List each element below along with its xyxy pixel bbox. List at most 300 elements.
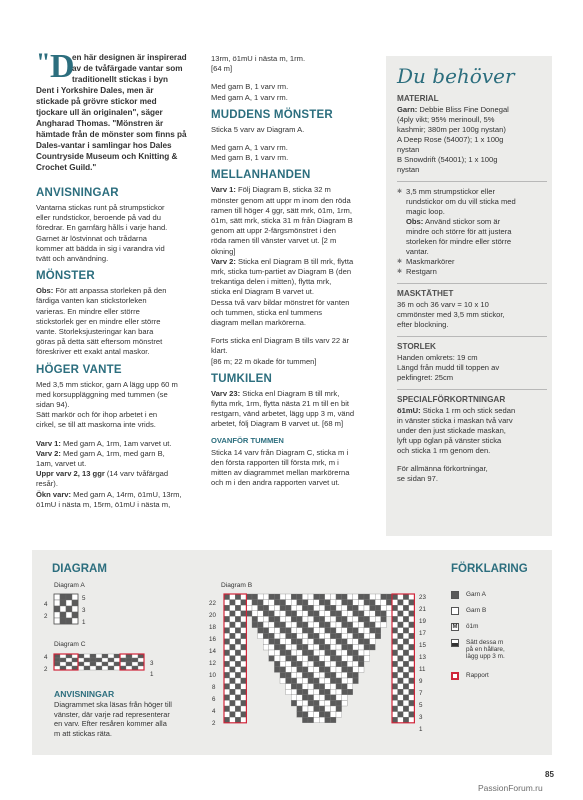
diagram-cell [274, 605, 280, 611]
diagram-cell [269, 622, 275, 628]
diagram-cell [66, 658, 72, 662]
diagram-cell [398, 667, 404, 673]
diagram-cell [297, 706, 303, 712]
text-line: sticka enl Diagram B varvet ut. [211, 287, 314, 297]
diagram-cell [280, 594, 286, 600]
diagram-cell [230, 661, 236, 667]
diagram-cell [325, 700, 331, 706]
diagram-cell [347, 639, 353, 645]
text-line: pekfingret: 25cm [397, 373, 454, 382]
diagram-cell [90, 654, 96, 658]
diagram-cell [409, 611, 415, 617]
repeat-frame-icon [451, 672, 459, 680]
diagram-cell [392, 594, 398, 600]
text-span: Följ Diagram B, sticka 32 m [235, 185, 331, 195]
diagram-cell [325, 695, 331, 701]
diagram-cell [84, 658, 90, 662]
diagram-cell [353, 661, 359, 667]
diagram-cell [286, 678, 292, 684]
text-line: Garnet är löstvinnat och trådarna [36, 233, 148, 243]
diagram-cell [302, 695, 308, 701]
diagram-cell [314, 656, 320, 662]
diagram-cell [336, 689, 342, 695]
diagram-cell [241, 622, 247, 628]
diagram-cell [286, 650, 292, 656]
diagram-cell [286, 667, 292, 673]
diagram-cell [319, 672, 325, 678]
diagram-cell [297, 639, 303, 645]
diagram-cell [342, 650, 348, 656]
diagram-cell [403, 611, 409, 617]
legend-label: ö1m [466, 623, 479, 630]
diagram-cell [90, 662, 96, 666]
diagram-cell [291, 661, 297, 667]
diagram-cell [286, 628, 292, 634]
diagram-cell [330, 689, 336, 695]
diagram-cell [286, 684, 292, 690]
diagram-cell [403, 684, 409, 690]
diagram-cell [381, 622, 387, 628]
diagram-cell [54, 658, 60, 662]
row-label: 3 [150, 660, 154, 667]
diagram-cell [291, 656, 297, 662]
diagram-cell [353, 633, 359, 639]
diagram-cell [314, 600, 320, 606]
diagram-cell [297, 678, 303, 684]
diagram-cell [235, 605, 241, 611]
diagram-cell [132, 658, 138, 662]
diagram-cell [409, 644, 415, 650]
diagram-cell [224, 661, 230, 667]
diagram-cell [308, 644, 314, 650]
diagram-cell [308, 600, 314, 606]
diagram-cell [381, 611, 387, 617]
lead-varv1: Varv 1: [36, 438, 61, 448]
diagram-cell [308, 650, 314, 656]
diagram-cell [386, 594, 392, 600]
diagram-cell [319, 594, 325, 600]
diagram-cell [398, 661, 404, 667]
diagram-cell [235, 661, 241, 667]
diagram-cell [330, 605, 336, 611]
diagram-cell [302, 712, 308, 718]
lead-obs: Obs: [406, 217, 424, 226]
diagram-cell [314, 616, 320, 622]
intro-line: stickade på grövre stickor med [36, 97, 157, 106]
text-line: Vantarna stickas runt på strumpstickor [36, 203, 165, 212]
row-label: 15 [419, 642, 426, 649]
diagram-cell [54, 618, 60, 624]
diagram-cell [235, 616, 241, 622]
diagram-cell [274, 628, 280, 634]
diagram-cell [258, 633, 264, 639]
diagram-cell [364, 633, 370, 639]
diagram-cell [291, 644, 297, 650]
text-line: genom att uppr 2-färgsmönstret i den [211, 226, 336, 236]
diagram-cell [230, 650, 236, 656]
diagram-cell [370, 622, 376, 628]
diagram-cell [353, 605, 359, 611]
diagram-cell [286, 622, 292, 628]
diagram-cell [342, 695, 348, 701]
diagram-cell [392, 611, 398, 617]
diagram-cell [392, 656, 398, 662]
text-line: mönster genom att uppr m inom den röda [211, 195, 351, 205]
diagram-cell [403, 605, 409, 611]
diagram-cell [336, 594, 342, 600]
diagram-cell [297, 667, 303, 673]
diagram-cell [308, 717, 314, 723]
diagram-cell [308, 678, 314, 684]
diagram-cell [409, 689, 415, 695]
text-line: ö1mU i nästa m, 15rm, ö1mU i nästa m, [36, 499, 171, 509]
diagram-cell [280, 661, 286, 667]
diagram-title: DIAGRAM [52, 563, 107, 575]
text-line: in vänster sticka i maskan två varv [397, 416, 513, 425]
diagram-cell [398, 656, 404, 662]
row-label: 1 [82, 619, 86, 626]
page-number: 85 [545, 770, 554, 779]
text-line: (4ply vikt; 95% merinoull, 5% [397, 115, 495, 124]
diagram-c-grid [54, 654, 144, 670]
lead-varv2: Varv 2: [36, 448, 61, 458]
holder-icon [451, 639, 459, 647]
diagram-cell [336, 700, 342, 706]
diagram-cell [246, 600, 252, 606]
diagram-cell [336, 684, 342, 690]
diagram-cell [403, 712, 409, 718]
diagram-cell [398, 644, 404, 650]
diagram-cell [84, 662, 90, 666]
diagram-cell [308, 611, 314, 617]
diagram-cell [241, 616, 247, 622]
diagram-cell [230, 639, 236, 645]
diagram-cell [381, 600, 387, 606]
diagram-cell [108, 662, 114, 666]
diagram-cell [330, 684, 336, 690]
diagram-cell [409, 678, 415, 684]
diagram-cell [302, 672, 308, 678]
heading-specialforkortningar: SPECIALFÖRKORTNINGAR [397, 395, 506, 404]
legend-label [466, 639, 521, 661]
diagram-cell [325, 644, 331, 650]
diagram-cell [96, 654, 102, 658]
diagram-cell [54, 606, 60, 612]
diagram-cell [302, 717, 308, 723]
diagram-cell [291, 633, 297, 639]
diagram-cell [126, 662, 132, 666]
diagram-cell [375, 600, 381, 606]
diagram-cell [347, 594, 353, 600]
diagram-cell [409, 700, 415, 706]
legend-o1m [451, 623, 541, 633]
lead-varv1: Varv 1: [211, 185, 236, 195]
diagram-cell [263, 633, 269, 639]
diagram-cell [325, 678, 331, 684]
diagram-cell [235, 622, 241, 628]
diagram-cell [409, 684, 415, 690]
diagram-cell [347, 678, 353, 684]
diagram-cell [353, 611, 359, 617]
diagram-cell [336, 712, 342, 718]
diagram-cell [102, 654, 108, 658]
diagram-cell [241, 611, 247, 617]
diagram-cell [336, 650, 342, 656]
diagram-cell [347, 689, 353, 695]
diagram-cell [66, 618, 72, 624]
diagram-cell [297, 650, 303, 656]
diagram-cell [403, 622, 409, 628]
diagram-cell [263, 644, 269, 650]
diagram-cell [258, 616, 264, 622]
diagram-cell [308, 667, 314, 673]
diagram-cell [336, 644, 342, 650]
diagram-cell [224, 695, 230, 701]
diagram-cell [241, 650, 247, 656]
diagram-cell [291, 667, 297, 673]
diagram-cell [398, 672, 404, 678]
diagram-cell [302, 661, 308, 667]
diagram-cell [336, 628, 342, 634]
text-line: nystan [397, 165, 420, 174]
diagram-cell [230, 628, 236, 634]
diagram-cell [370, 600, 376, 606]
diagram-cell [336, 611, 342, 617]
diagram-cell [319, 644, 325, 650]
diagram-cell [280, 611, 286, 617]
diagram-cell [224, 684, 230, 690]
diagram-cell [319, 628, 325, 634]
diagram-cell [280, 622, 286, 628]
diagram-cell [319, 712, 325, 718]
diagram-cell [297, 622, 303, 628]
text-line: Sticka 5 varv av Diagram A. [211, 124, 305, 134]
intro-line: Crochet Guild." [36, 163, 97, 172]
row-label: 18 [209, 624, 216, 631]
diagram-cell [403, 700, 409, 706]
text-line: Sätt markör och för ihop arbetet i en [36, 410, 158, 420]
m-symbol-icon: M [452, 624, 458, 630]
list-item-markers: ✱ Maskmarkörer [397, 257, 547, 267]
diagram-cell [325, 672, 331, 678]
diagram-cell [375, 605, 381, 611]
diagram-cell [403, 616, 409, 622]
diagram-cell [274, 622, 280, 628]
text-line: göras på detta sätt eftersom mönstret [36, 337, 163, 347]
text-line: magic loop. [406, 207, 445, 216]
diagram-cell [286, 644, 292, 650]
diagram-cell [336, 678, 342, 684]
diagram-cell [72, 600, 78, 606]
drop-cap: D [50, 48, 75, 85]
text-line: sidan 94). [36, 400, 70, 410]
diagram-cell [291, 611, 297, 617]
heading-masktathet: MASKTÄTHET [397, 289, 454, 298]
diagram-cell [230, 678, 236, 684]
diagram-cell [78, 658, 84, 662]
diagram-cell [263, 639, 269, 645]
text-span: Sticka enl Diagram B till mrk, flytta [235, 256, 354, 266]
diagram-cell [297, 594, 303, 600]
diagram-cell [108, 666, 114, 670]
diagram-cell [224, 717, 230, 723]
diagram-cell [325, 611, 331, 617]
diagram-cell [319, 616, 325, 622]
diagram-cell [54, 662, 60, 666]
diagram-cell [353, 672, 359, 678]
text-line: Med 3,5 mm stickor, garn A lägg upp 60 m [36, 379, 178, 389]
diagram-cell [302, 605, 308, 611]
swatch-dark [451, 591, 459, 599]
intro-line: Dent i Yorkshire Dales, men är [36, 86, 154, 95]
diagram-cell [224, 605, 230, 611]
forklaring-title: FÖRKLARING [451, 563, 528, 575]
diagram-cell [319, 650, 325, 656]
diagram-cell [269, 605, 275, 611]
diagram-cell [291, 594, 297, 600]
diagram-cell [60, 606, 66, 612]
diagram-cell [258, 605, 264, 611]
text-line: den första rapporten till första mrk, m i [211, 457, 339, 467]
diagram-cell [224, 712, 230, 718]
diagram-cell [224, 633, 230, 639]
diagram-cell [403, 661, 409, 667]
row-label: 23 [419, 594, 426, 601]
row-label: 19 [419, 618, 426, 625]
diagram-cell [403, 672, 409, 678]
diagram-cell [132, 662, 138, 666]
diagram-b-grid [224, 594, 414, 723]
diagram-cell [409, 633, 415, 639]
diagram-cell [342, 667, 348, 673]
heading-tumkilen: TUMKILEN [211, 372, 273, 385]
diagram-cell [291, 628, 297, 634]
diagram-cell [325, 706, 331, 712]
text-span: Sticka 1 rm och stick sedan [420, 406, 516, 415]
diagram-cell [381, 616, 387, 622]
text-line: klart. [211, 346, 228, 356]
diagram-cell [302, 639, 308, 645]
diagram-cell [291, 600, 297, 606]
diagram-cell [403, 628, 409, 634]
text-line: m att stickas räta. [54, 728, 112, 738]
diagram-cell [280, 650, 286, 656]
text-line: ramen till höger 4 ggr, sätt mrk, ö1m, 1rm, [211, 205, 352, 215]
lead-obs: Obs: [36, 286, 54, 296]
diagram-cell [325, 622, 331, 628]
diagram-cell [269, 633, 275, 639]
text-line: ökning] [211, 246, 236, 256]
text-line: lägg upp 3 m. [466, 653, 505, 661]
diagram-cell [308, 672, 314, 678]
diagram-cell [291, 650, 297, 656]
diagram-cell [325, 684, 331, 690]
diagram-cell [241, 628, 247, 634]
row-label: 13 [419, 654, 426, 661]
diagram-cell [392, 644, 398, 650]
diagram-cell [302, 650, 308, 656]
diagram-cell [370, 639, 376, 645]
diagram-cell [78, 654, 84, 658]
diagram-cell [353, 600, 359, 606]
diagram-cell [286, 639, 292, 645]
text-line: storleken för mindre eller större [406, 237, 512, 246]
diagram-cell [319, 717, 325, 723]
swatch-light [451, 607, 459, 615]
diagram-cell [66, 662, 72, 666]
diagram-cell [291, 700, 297, 706]
diagram-cell [308, 616, 314, 622]
diagram-cell [403, 633, 409, 639]
diagram-cell [291, 605, 297, 611]
text-line: rundstickor om du vill sticka med [406, 197, 516, 206]
diagram-cell [409, 600, 415, 606]
diagram-cell [336, 600, 342, 606]
diagram-cell [72, 658, 78, 662]
diagram-cell [235, 650, 241, 656]
row-label: 21 [419, 606, 426, 613]
text-line: Handen omkrets: 19 cm [397, 353, 478, 362]
diagram-cell [330, 661, 336, 667]
diagram-cell [280, 605, 286, 611]
diagram-cell [314, 611, 320, 617]
row-label: 1 [419, 726, 423, 733]
diagram-cell [314, 594, 320, 600]
diagram-cell [54, 594, 60, 600]
diagram-cell [114, 666, 120, 670]
diagram-cell [347, 667, 353, 673]
diagram-cell [308, 661, 314, 667]
diagram-cell [224, 594, 230, 600]
diagram-cell [102, 658, 108, 662]
diagram-cell [319, 656, 325, 662]
heading-anvisningar: ANVISNINGAR [36, 187, 119, 199]
text-line: efter blockning. [397, 320, 449, 329]
diagram-cell [336, 672, 342, 678]
text-line: nystan [397, 145, 420, 154]
diagram-cell [286, 594, 292, 600]
text-line: på en hållare, [466, 646, 505, 654]
diagram-cell [297, 672, 303, 678]
diagram-cell [358, 605, 364, 611]
diagram-cell [342, 600, 348, 606]
diagram-cell [235, 639, 241, 645]
diagram-cell [325, 616, 331, 622]
diagram-cell [291, 689, 297, 695]
diagram-cell [308, 639, 314, 645]
diagram-cell [314, 672, 320, 678]
diagram-cell [392, 639, 398, 645]
diagram-cell [364, 650, 370, 656]
diagram-cell [230, 616, 236, 622]
diagram-cell [90, 666, 96, 670]
diagram-cell [286, 661, 292, 667]
diagram-cell [120, 658, 126, 662]
text-line: under den just stickade maskan, [397, 426, 506, 435]
intro-line: av de tvåfärgade vantar som [72, 64, 183, 73]
diagram-cell [392, 695, 398, 701]
diagram-cell [224, 600, 230, 606]
diagram-cell [403, 678, 409, 684]
diagram-cell [347, 672, 353, 678]
diagram-cell [314, 639, 320, 645]
row-label: 5 [419, 702, 423, 709]
diagram-cell [358, 611, 364, 617]
text-span: Sticka enl Diagram B till mrk, [240, 388, 340, 398]
text-line: föreskriver ett exakt antal maskor. [36, 347, 150, 357]
diagram-cell [114, 654, 120, 658]
diagram-cell [319, 605, 325, 611]
